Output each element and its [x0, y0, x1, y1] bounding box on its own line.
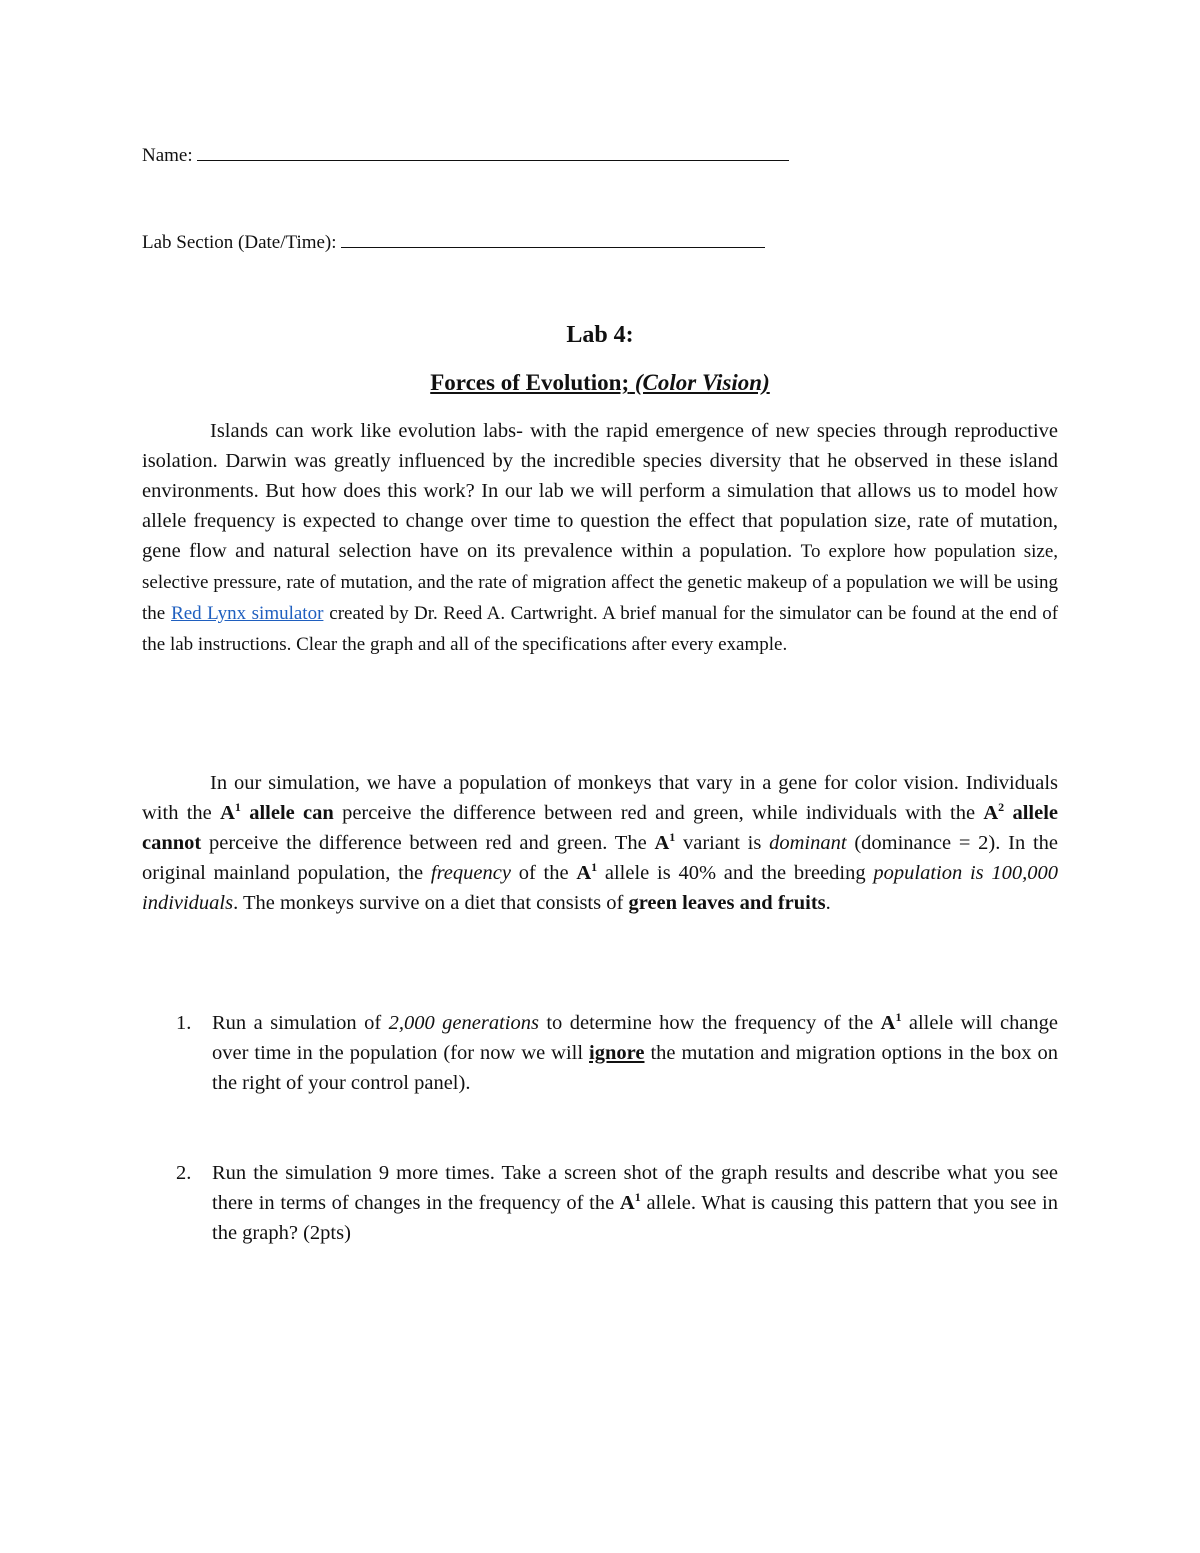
ignore-term: ignore [589, 1042, 645, 1064]
lab-section-label: Lab Section (Date/Time): [142, 232, 337, 253]
question-text: allele will change over time in the population (for now we will [212, 1012, 1059, 1064]
allele-a: A [220, 802, 235, 824]
sup-2: 2 [998, 800, 1005, 814]
scenario-text: variant is [675, 832, 770, 854]
allele-a: A [983, 802, 999, 824]
allele-a: A [880, 1012, 896, 1034]
frequency-term: frequency [430, 862, 511, 884]
scenario-text: In our simulation, we have a population of monkeys that vary in a gene for color vision. Individuals with the [142, 772, 1058, 824]
scenario-text: perceive the difference between red and green, while individuals with the [333, 802, 984, 824]
lab-section-blank[interactable] [341, 243, 765, 248]
lab-section-line [142, 232, 765, 254]
subtitle-italic: (Color Vision) [634, 370, 770, 395]
scenario-text: of the [510, 862, 577, 884]
scenario-paragraph [142, 768, 1058, 918]
question-text: the mutation and migration options in the box on the right of your control panel). [212, 1042, 1058, 1094]
allele-cannot: allele cannot [142, 802, 1058, 854]
sup-1: 1 [634, 1190, 641, 1204]
question-text: Run a simulation of [212, 1012, 389, 1034]
name-label: Name: [142, 145, 193, 166]
sup-1: 1 [234, 800, 241, 814]
sup-1: 1 [669, 830, 676, 844]
sup-1: 1 [591, 860, 598, 874]
name-blank[interactable] [197, 156, 789, 161]
question-text: to determine how the frequency of the [538, 1012, 881, 1034]
scenario-text: . [825, 892, 831, 914]
scenario-text: allele is 40% and the breeding [597, 862, 874, 884]
question-2 [142, 1158, 1058, 1248]
scenario-text: (dominance = 2). In the original mainland population, the [142, 832, 1058, 884]
intro-part2: To explore how population size, selective pressure, rate of mutation, and the rate of migration affect the genetic makeup of a population we will be using the [142, 541, 1058, 624]
question-1 [142, 1008, 1058, 1098]
allele-a: A [619, 1192, 635, 1214]
intro-part1: Islands can work like evolution labs- with the rapid emergence of new species through reproductive isolation. Darwin was greatly influenced by the incredible species diversity that he observed in these island environments. But how does this work? In our lab we will perform a simulation that allows us to model how allele frequency is expected to change over time to question the effect that population size, rate of mutation, gene flow and natural selection have on its prevalence within a population. [142, 420, 1058, 562]
red-lynx-link[interactable]: Red Lynx simulator [171, 603, 324, 624]
allele-a: A [654, 832, 670, 854]
allele-a: A [576, 862, 592, 884]
diet-term: green leaves and fruits [628, 892, 826, 914]
scenario-text: perceive the difference between red and green. The [201, 832, 655, 854]
question-number: 1. [176, 1012, 192, 1034]
question-text: allele. What is causing this pattern that you see in the graph? (2pts) [212, 1192, 1058, 1244]
lab-subtitle [0, 370, 1200, 396]
generations-term: 2,000 generations [388, 1012, 539, 1034]
subtitle-main: Forces of Evolution; [430, 370, 630, 395]
sup-1: 1 [895, 1010, 902, 1024]
name-line [142, 145, 789, 167]
question-text: Run the simulation 9 more times. Take a screen shot of the graph results and describe what you see there in terms of changes in the frequency of the [212, 1162, 1058, 1214]
population-term: population is 100,000 individuals [142, 862, 1059, 914]
intro-paragraph [142, 416, 1058, 660]
scenario-text: . The monkeys survive on a diet that consists of [233, 892, 629, 914]
question-number: 2. [176, 1162, 192, 1184]
allele-can: allele can [240, 802, 334, 824]
intro-part3: created by Dr. Reed A. Cartwright. A brief manual for the simulator can be found at the end of the lab instructions. Clear the graph and all of the specifications after every example. [142, 603, 1059, 655]
lab-title: Lab 4: [566, 322, 634, 348]
dominant-term: dominant [769, 832, 847, 854]
